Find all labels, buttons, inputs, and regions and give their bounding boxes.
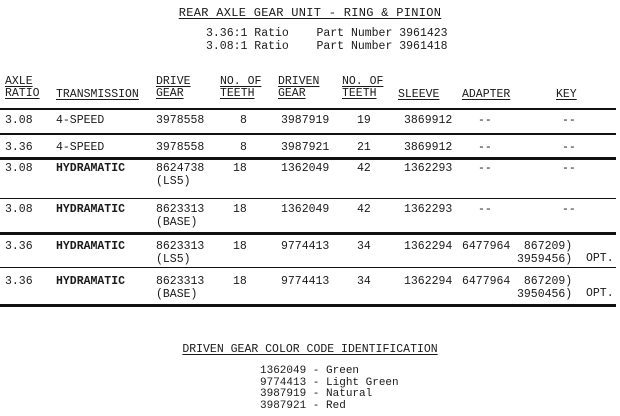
- cell-teeth: 18: [233, 203, 247, 216]
- header-driven-gear: DRIVEN GEAR: [278, 75, 320, 100]
- table-rule: [0, 108, 616, 110]
- cell-key: --: [562, 114, 576, 127]
- cell-adapter: 6477964: [462, 275, 511, 288]
- table-rule: [0, 198, 616, 199]
- cell-transmission: 4-SPEED: [56, 114, 105, 127]
- cell-ratio: 3.36: [5, 240, 33, 253]
- cell-teeth: 18: [233, 162, 247, 175]
- cell-drive-gear: 8623313 (BASE): [156, 275, 205, 301]
- cell-drive-gear: 3978558: [156, 141, 205, 154]
- table-rule: [0, 304, 616, 307]
- cell-transmission: HYDRAMATIC: [56, 240, 126, 253]
- cell-adapter: --: [478, 141, 492, 154]
- cell-key: --: [562, 162, 576, 175]
- cell-driven-gear: 3987919: [281, 114, 330, 127]
- header-adapter: ADAPTER: [462, 88, 511, 101]
- header-key: KEY: [556, 88, 577, 101]
- cell-teeth: 18: [233, 275, 247, 288]
- cell-ratio: 3.08: [5, 203, 33, 216]
- cell-transmission: HYDRAMATIC: [56, 203, 126, 216]
- cell-opt: OPT.: [586, 287, 614, 300]
- cell-drive-gear: 3978558: [156, 114, 205, 127]
- cell-teeth: 8: [240, 114, 247, 127]
- header-teeth: NO. OF TEETH: [220, 75, 262, 100]
- cell-sleeve: 3869912: [404, 141, 453, 154]
- cell-ratio: 3.36: [5, 275, 33, 288]
- cell-ratio: 3.36: [5, 141, 33, 154]
- document-title: REAR AXLE GEAR UNIT - RING & PINION: [178, 6, 442, 20]
- cell-adapter: --: [478, 162, 492, 175]
- table-rule: [0, 157, 616, 160]
- gear-table: [0, 76, 620, 105]
- cell-teeth2: 34: [357, 240, 371, 253]
- color-code-title: DRIVEN GEAR COLOR CODE IDENTIFICATION: [182, 343, 438, 356]
- cell-driven-gear: 1362049: [281, 203, 330, 216]
- cell-drive-gear: 8623313 (BASE): [156, 203, 205, 229]
- cell-teeth2: 34: [357, 275, 371, 288]
- table-rule: [0, 267, 616, 268]
- cell-transmission: HYDRAMATIC: [56, 162, 126, 175]
- cell-sleeve: 3869912: [404, 114, 453, 127]
- cell-driven-gear: 9774413: [281, 240, 330, 253]
- table-header: [0, 76, 620, 105]
- cell-drive-gear: 8623313 (LS5): [156, 240, 205, 266]
- cell-transmission: 4-SPEED: [56, 141, 105, 154]
- color-code-list: [260, 366, 399, 412]
- header-drive-gear: DRIVE GEAR: [156, 75, 191, 100]
- part-row: 3.08:1 Ratio Part Number 3961418: [206, 40, 448, 53]
- table-rule: [0, 133, 616, 135]
- color-code-item: 9774413 - Light Green: [260, 376, 399, 389]
- color-code-item: 3987919 - Natural: [260, 388, 373, 400]
- header-transmission: TRANSMISSION: [56, 88, 139, 101]
- cell-adapter: --: [478, 114, 492, 127]
- cell-key: --: [562, 203, 576, 216]
- cell-sleeve: 1362294: [404, 240, 453, 253]
- cell-adapter: --: [478, 203, 492, 216]
- header-axle-ratio: AXLE RATIO: [5, 75, 40, 100]
- cell-sleeve: 1362294: [404, 275, 453, 288]
- cell-driven-gear: 1362049: [281, 162, 330, 175]
- cell-driven-gear: 9774413: [281, 275, 330, 288]
- cell-teeth: 8: [240, 141, 247, 154]
- cell-driven-gear: 3987921: [281, 141, 330, 154]
- header-teeth-2: NO. OF TEETH: [342, 75, 384, 100]
- cell-key: 867209) 3950456): [517, 275, 573, 301]
- cell-key: --: [562, 141, 576, 154]
- cell-key: 867209) 3959456): [517, 240, 573, 266]
- cell-drive-gear: 8624738 (LS5): [156, 162, 205, 188]
- color-code-item: 3987921 - Red: [260, 399, 346, 412]
- cell-transmission: HYDRAMATIC: [56, 275, 126, 288]
- cell-sleeve: 1362293: [404, 203, 453, 216]
- cell-teeth2: 42: [357, 162, 371, 175]
- cell-teeth: 18: [233, 240, 247, 253]
- cell-opt: OPT.: [586, 252, 614, 265]
- cell-ratio: 3.08: [5, 162, 33, 175]
- header-sleeve: SLEEVE: [398, 88, 440, 101]
- cell-ratio: 3.08: [5, 114, 33, 127]
- cell-teeth2: 42: [357, 203, 371, 216]
- color-code-item: 1362049 - Green: [260, 365, 360, 377]
- cell-sleeve: 1362293: [404, 162, 453, 175]
- cell-teeth2: 19: [357, 114, 371, 127]
- table-rule: [0, 232, 616, 235]
- part-row: 3.36:1 Ratio Part Number 3961423: [206, 27, 448, 40]
- part-number-list: [206, 27, 448, 53]
- cell-teeth2: 21: [357, 141, 371, 154]
- cell-adapter: 6477964: [462, 240, 511, 253]
